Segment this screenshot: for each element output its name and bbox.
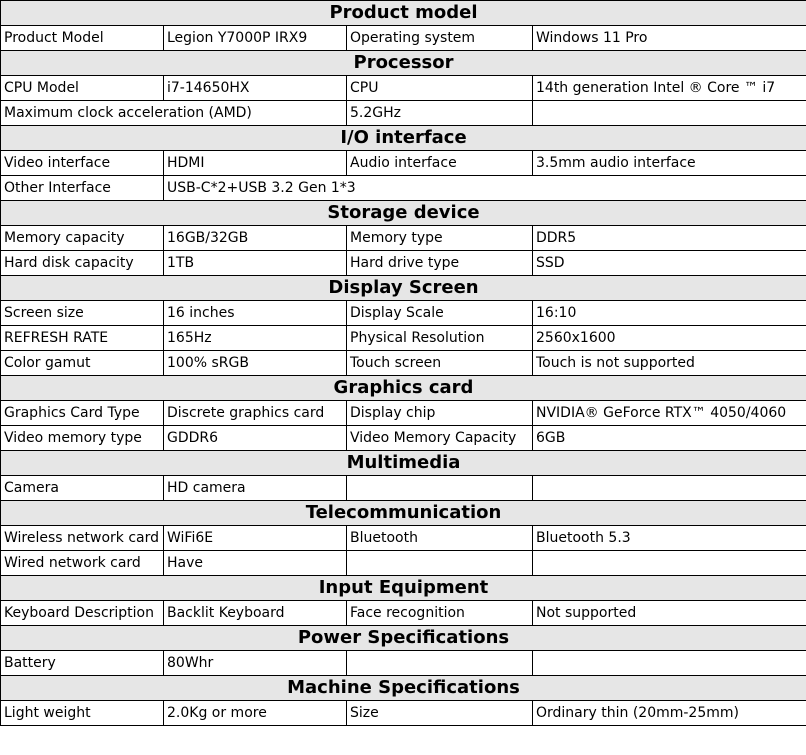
spec-label: Hard drive type <box>347 251 533 276</box>
spec-value: 2560x1600 <box>533 326 806 351</box>
section-header <box>1 51 806 76</box>
spec-value: Bluetooth 5.3 <box>533 526 806 551</box>
section-title: Power Specifications <box>1 626 806 651</box>
spec-value: i7-14650HX <box>164 76 347 101</box>
spec-label: Operating system <box>347 26 533 51</box>
section-title: Graphics card <box>1 376 806 401</box>
section-title: Input Equipment <box>1 576 806 601</box>
section-header <box>1 126 806 151</box>
section-header <box>1 451 806 476</box>
spec-label: Memory type <box>347 226 533 251</box>
spec-empty <box>533 551 806 576</box>
spec-label: Other Interface <box>1 176 164 201</box>
spec-label: Wireless network card <box>1 526 164 551</box>
spec-label: Product Model <box>1 26 164 51</box>
spec-value: 80Whr <box>164 651 347 676</box>
spec-label: Display chip <box>347 401 533 426</box>
spec-value: 16GB/32GB <box>164 226 347 251</box>
section-title: Product model <box>1 1 806 26</box>
table-row <box>1 401 806 426</box>
section-title: Multimedia <box>1 451 806 476</box>
spec-label: Hard disk capacity <box>1 251 164 276</box>
spec-label: Bluetooth <box>347 526 533 551</box>
spec-empty <box>533 651 806 676</box>
spec-value: Windows 11 Pro <box>533 26 806 51</box>
section-header <box>1 576 806 601</box>
table-row <box>1 251 806 276</box>
spec-value: DDR5 <box>533 226 806 251</box>
spec-value: 100% sRGB <box>164 351 347 376</box>
table-row <box>1 101 806 126</box>
section-title: Processor <box>1 51 806 76</box>
spec-value: Backlit Keyboard <box>164 601 347 626</box>
spec-label: Memory capacity <box>1 226 164 251</box>
section-title: I/O interface <box>1 126 806 151</box>
table-row <box>1 601 806 626</box>
spec-value: Have <box>164 551 347 576</box>
spec-value: Ordinary thin (20mm-25mm) <box>533 701 806 726</box>
spec-value: 6GB <box>533 426 806 451</box>
spec-value: Not supported <box>533 601 806 626</box>
spec-value: USB-C*2+USB 3.2 Gen 1*3 <box>164 176 806 201</box>
spec-label: Battery <box>1 651 164 676</box>
spec-value: GDDR6 <box>164 426 347 451</box>
spec-empty <box>347 476 533 501</box>
section-header <box>1 376 806 401</box>
spec-label: Size <box>347 701 533 726</box>
table-row <box>1 526 806 551</box>
table-row <box>1 651 806 676</box>
spec-label: Screen size <box>1 301 164 326</box>
table-row <box>1 176 806 201</box>
spec-label: Display Scale <box>347 301 533 326</box>
table-row <box>1 351 806 376</box>
spec-value: Discrete graphics card <box>164 401 347 426</box>
spec-empty <box>347 651 533 676</box>
table-row <box>1 301 806 326</box>
spec-label: Maximum clock acceleration (AMD) <box>1 101 347 126</box>
table-row <box>1 326 806 351</box>
table-row <box>1 76 806 101</box>
section-header <box>1 276 806 301</box>
spec-value: WiFi6E <box>164 526 347 551</box>
spec-value: 5.2GHz <box>347 101 533 126</box>
spec-value: 165Hz <box>164 326 347 351</box>
spec-value: 14th generation Intel ® Core ™ i7 <box>533 76 806 101</box>
section-header <box>1 501 806 526</box>
spec-label: CPU <box>347 76 533 101</box>
section-title: Storage device <box>1 201 806 226</box>
spec-empty <box>533 101 806 126</box>
spec-label: Light weight <box>1 701 164 726</box>
spec-value: 16 inches <box>164 301 347 326</box>
spec-label: Touch screen <box>347 351 533 376</box>
spec-label: Video Memory Capacity <box>347 426 533 451</box>
table-row <box>1 226 806 251</box>
spec-label: REFRESH RATE <box>1 326 164 351</box>
section-header <box>1 1 806 26</box>
spec-label: Graphics Card Type <box>1 401 164 426</box>
table-row <box>1 701 806 726</box>
spec-label: Physical Resolution <box>347 326 533 351</box>
spec-empty <box>533 476 806 501</box>
spec-label: Camera <box>1 476 164 501</box>
spec-value: HD camera <box>164 476 347 501</box>
spec-value: NVIDIA® GeForce RTX™ 4050/4060 <box>533 401 806 426</box>
spec-label: Color gamut <box>1 351 164 376</box>
spec-label: Video memory type <box>1 426 164 451</box>
spec-label: Audio interface <box>347 151 533 176</box>
table-row <box>1 426 806 451</box>
table-row <box>1 151 806 176</box>
table-row <box>1 476 806 501</box>
spec-value: 16:10 <box>533 301 806 326</box>
section-title: Display Screen <box>1 276 806 301</box>
section-title: Telecommunication <box>1 501 806 526</box>
spec-value: 1TB <box>164 251 347 276</box>
section-header <box>1 626 806 651</box>
spec-value: 2.0Kg or more <box>164 701 347 726</box>
spec-empty <box>347 551 533 576</box>
spec-label: Keyboard Description <box>1 601 164 626</box>
section-title: Machine Specifications <box>1 676 806 701</box>
spec-value: Touch is not supported <box>533 351 806 376</box>
table-row <box>1 551 806 576</box>
spec-value: 3.5mm audio interface <box>533 151 806 176</box>
spec-label: Face recognition <box>347 601 533 626</box>
section-header <box>1 676 806 701</box>
spec-label: Wired network card <box>1 551 164 576</box>
spec-label: CPU Model <box>1 76 164 101</box>
section-header <box>1 201 806 226</box>
spec-value: HDMI <box>164 151 347 176</box>
spec-value: Legion Y7000P IRX9 <box>164 26 347 51</box>
spec-value: SSD <box>533 251 806 276</box>
spec-label: Video interface <box>1 151 164 176</box>
table-row <box>1 26 806 51</box>
